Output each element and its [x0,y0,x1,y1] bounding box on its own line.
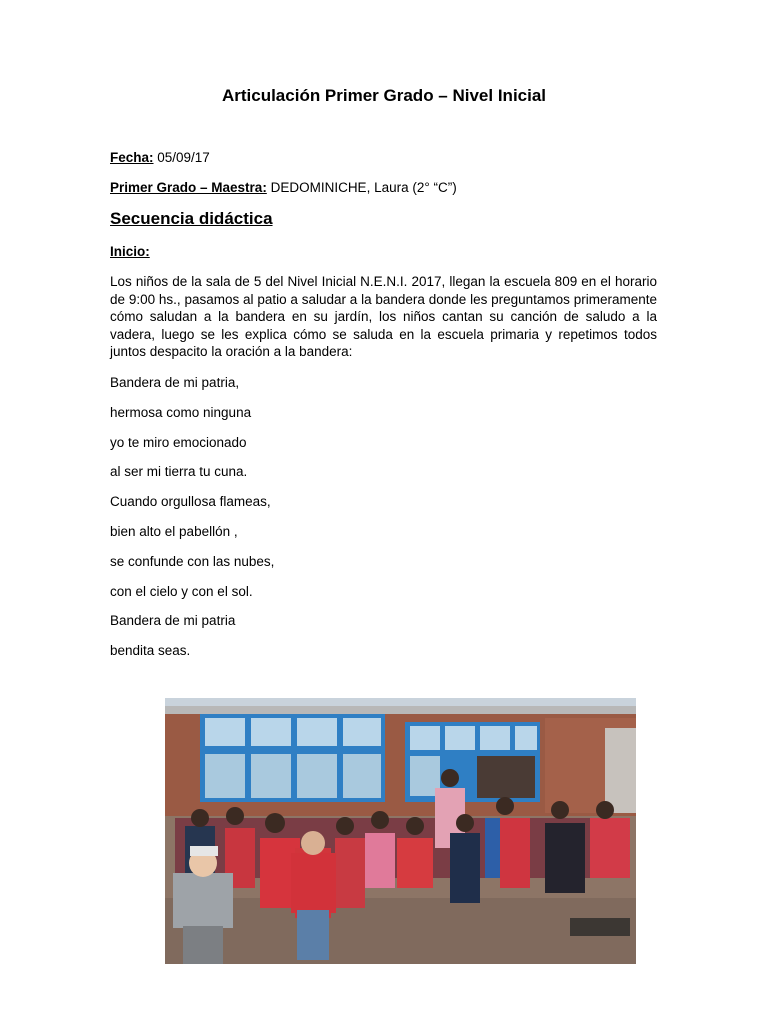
date-value: 05/09/17 [153,150,210,165]
poem-line: se confunde con las nubes, [110,553,275,569]
date-line [110,150,210,165]
flag-poem [110,373,274,671]
poem-line: al ser mi tierra tu cuna. [110,464,248,480]
school-group-photo [165,698,636,964]
poem-line: bien alto el pabellón , [110,523,238,539]
poem-line: bendita seas. [110,643,191,659]
teacher-label: Primer Grado – Maestra: [110,180,267,195]
poem-line: Cuando orgullosa flameas, [110,494,271,510]
page-title: Articulación Primer Grado – Nivel Inicial [221,86,547,105]
date-label: Fecha: [110,150,154,165]
poem-line: con el cielo y con el sol. [110,583,253,599]
poem-line: hermosa como ninguna [110,404,252,420]
teacher-line [110,180,457,195]
poem-line: Bandera de mi patria, [110,375,240,390]
inicio-label: Inicio: [110,244,150,259]
teacher-value: DEDOMINICHE, Laura (2° “C”) [266,180,457,195]
section-heading: Secuencia didáctica [110,209,273,228]
intro-paragraph: Los niños de la sala de 5 del Nivel Inicial N.E.N.I. 2017, llegan la escuela 809 en el horario de 9:00 hs., pasamos al patio a saludar a la bandera donde les preguntamos primeramente cómo saludan a la bandera en su jardín, los niños cantan su canción de saludo a la vadera, luego se les explica cómo se saluda en la escuela primaria y repetimos todos juntos despacito la oración a la bandera: [110,274,657,360]
poem-line: Bandera de mi patria [110,613,236,629]
poem-line: yo te miro emocionado [110,434,247,450]
